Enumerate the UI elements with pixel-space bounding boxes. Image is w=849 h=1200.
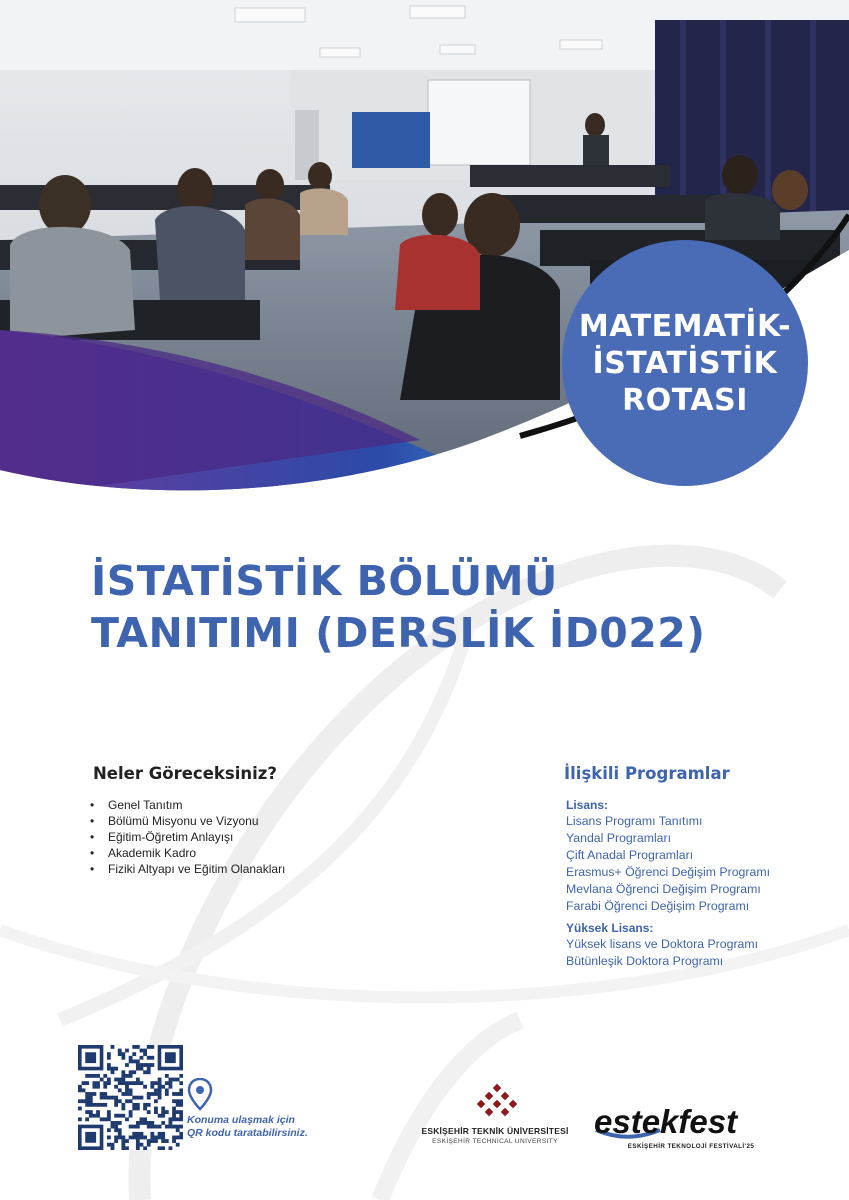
route-line-2: İSTATİSTİK <box>592 345 778 381</box>
program-item: Yüksek lisans ve Doktora Programı <box>566 937 759 951</box>
route-line-3: ROTASI <box>622 382 748 418</box>
list-item: • Akademik Kadro <box>88 845 285 861</box>
qr-caption <box>187 1114 308 1140</box>
program-item: Lisans Programı Tanıtımı <box>566 814 703 828</box>
program-item: Farabi Öğrenci Değişim Programı <box>566 899 750 913</box>
university-logo-icon <box>474 1083 520 1123</box>
festival-logo-text: estekfest <box>594 1103 738 1140</box>
yuksek-lisans-label: Yüksek Lisans: <box>566 921 654 935</box>
list-item: • Bölümü Misyonu ve Vizyonu <box>88 813 285 829</box>
list-item: • Fiziki Altyapı ve Eğitim Olanakları <box>88 861 285 877</box>
related-heading: İlişkili Programlar <box>564 764 730 783</box>
location-pin-icon <box>187 1078 213 1112</box>
route-badge <box>562 240 808 486</box>
list-item: • Eğitim-Öğretim Anlayışı <box>88 829 285 845</box>
festival-logo <box>590 1100 790 1146</box>
university-name-en: ESKİŞEHİR TECHNICAL UNIVERSITY <box>432 1138 558 1145</box>
program-item: Yandal Programları <box>566 831 672 845</box>
program-item: Erasmus+ Öğrenci Değişim Programı <box>566 865 770 879</box>
program-item: Çift Anadal Programları <box>566 848 694 862</box>
festival-subtitle: ESKİŞEHİR TEKNOLOJİ FESTİVALİ'25 <box>627 1143 755 1150</box>
program-item: Bütünleşik Doktora Programı <box>566 954 724 968</box>
route-line-1: MATEMATİK- <box>578 308 792 344</box>
list-item: • Genel Tanıtım <box>88 797 285 813</box>
title-line-2: TANITIMI (DERSLİK İD022) <box>91 609 706 657</box>
qr-caption-line-1: Konuma ulaşmak için <box>187 1114 295 1126</box>
related-programs <box>566 797 770 970</box>
program-item: Mevlana Öğrenci Değişim Programı <box>566 882 761 896</box>
page-title <box>91 555 706 659</box>
title-line-1: İSTATİSTİK BÖLÜMÜ <box>91 557 558 605</box>
see-list <box>88 797 285 877</box>
lisans-label: Lisans: <box>566 798 609 812</box>
see-heading: Neler Göreceksiniz? <box>93 764 277 783</box>
qr-caption-line-2: QR kodu taratabilirsiniz. <box>187 1127 308 1139</box>
university-name: ESKİŞEHİR TEKNİK ÜNİVERSİTESİ <box>421 1126 569 1136</box>
qr-code[interactable] <box>78 1045 183 1150</box>
